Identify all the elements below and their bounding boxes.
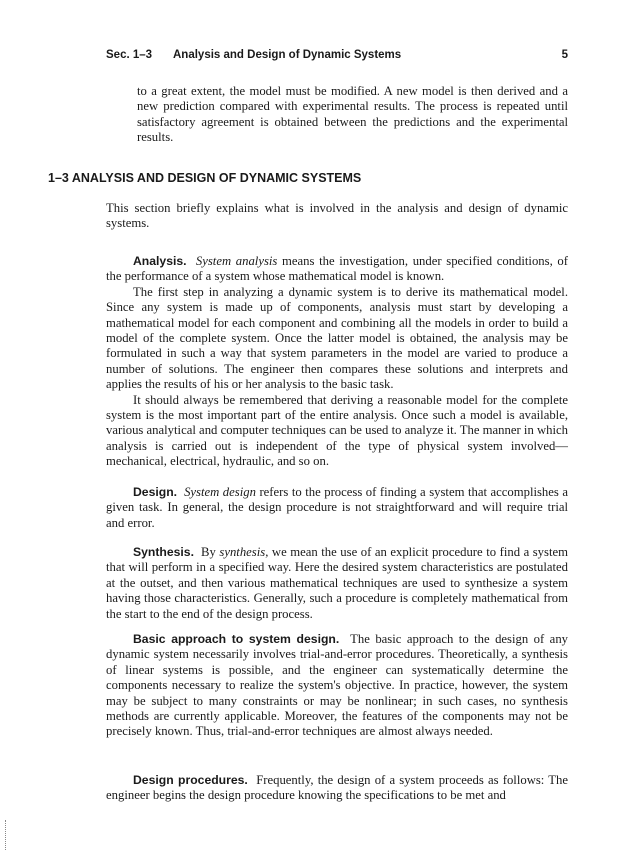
analysis-block <box>106 254 568 470</box>
page-number: 5 <box>561 49 568 61</box>
analysis-paragraph-3: It should always be remembered that deriving a reasonable model for the complete system is the most important part of the entire analysis. Once such a model is available, various analytical and computer techniques can be used to analyze it. The manner in which analysis is carried out is independent of the type of physical system involved—mechanical, electrical, hydraulic, and so on. <box>106 392 568 469</box>
analysis-text: means the investigation, under specified conditions, of the performance of a system whose mathematical model is known. <box>106 254 568 284</box>
header-section-number: Sec. 1–3 <box>106 49 153 61</box>
analysis-term: System analysis <box>195 254 278 268</box>
synthesis-lead: By <box>201 545 220 559</box>
design-paragraph <box>106 485 568 531</box>
header-title: Analysis and Design of Dynamic Systems <box>173 49 402 61</box>
design-term: System design <box>184 485 256 499</box>
basic-approach-paragraph <box>106 632 568 740</box>
analysis-paragraph <box>106 254 568 285</box>
analysis-paragraph-2: The first step in analyzing a dynamic system is to derive its mathematical model. Since any system is made up of components, analysis must start by developing a mathematical model for each component and combining all the models in order to build a model of the complete system. Once the latter model is obtained, the analysis may be formulated in such a way that system parameters in the model are varied to produce a number of solutions. The engineer then compares these solutions and interprets and applies the results of his or her analysis to the basic task. <box>106 284 568 392</box>
running-header <box>106 49 574 65</box>
analysis-heading: Analysis. <box>133 254 187 268</box>
basic-approach-text: The basic approach to the design of any dynamic system necessarily involves trial-and-error procedures. Theoretically, a synthesis of linear systems is possible, and the engineer can systematically determine the components necessary to realize the system's objective. In practice, however, the system may be subject to many constraints or may be nonlinear; in such cases, no synthesis methods are currently applicable. Moreover, the features of the components may not be precisely known. Thus, trial-and-error techniques are almost always needed. <box>106 632 569 739</box>
section-intro-paragraph: This section briefly explains what is involved in the analysis and design of dynamic systems. <box>106 201 568 231</box>
intro-paragraph: to a great extent, the model must be modified. A new model is then derived and a new prediction compared with experimental results. The process is repeated until satisfactory agreement is obtained between the predictions and the experimental results. <box>137 84 568 145</box>
design-heading: Design. <box>133 485 178 499</box>
synthesis-text: we mean the use of an explicit procedure to find a system that will perform in a specified way. Here the desired system characteristics are postulated at the outset, and then various mathematical techniques are used to synthesize a system having those characteristics. Generally, such a procedure is completely mathematical from the start to the end of the design process. <box>106 545 568 621</box>
design-procedures-text: Frequently, the design of a system proceeds as follows: The engineer begins the design procedure knowing the specifications to be met and <box>106 773 568 803</box>
basic-approach-heading: Basic approach to system design. <box>133 632 340 646</box>
synthesis-heading: Synthesis. <box>133 545 194 559</box>
design-procedures-heading: Design procedures. <box>133 773 248 787</box>
design-text: refers to the process of finding a system that accomplishes a given task. In general, the design procedure is not straightforward and will require trial and error. <box>106 485 568 530</box>
scan-margin-mark <box>5 820 6 850</box>
synthesis-paragraph <box>106 545 568 622</box>
section-heading: 1–3 ANALYSIS AND DESIGN OF DYNAMIC SYSTEMS <box>48 171 362 185</box>
design-procedures-paragraph <box>106 773 568 804</box>
synthesis-term: synthesis, <box>219 545 269 559</box>
